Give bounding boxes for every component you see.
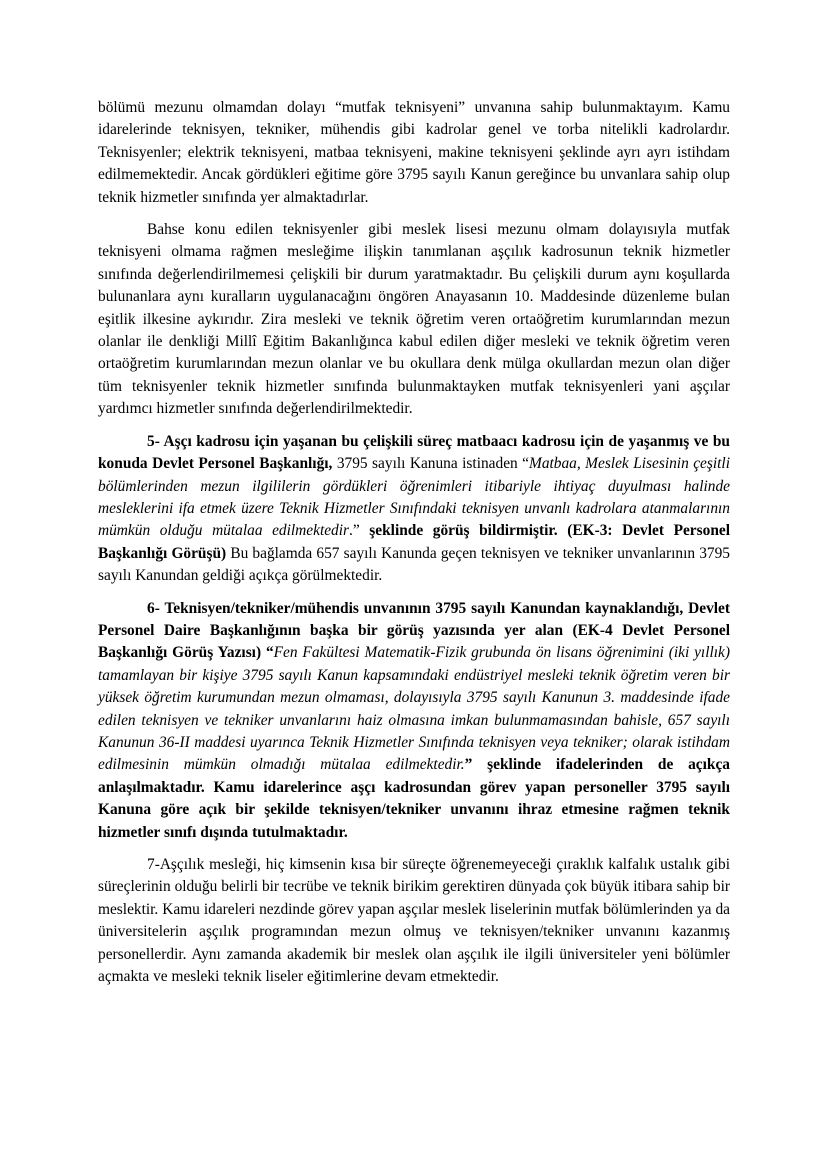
paragraph-1: bölümü mezunu olmamdan dolayı “mutfak teknisyeni” unvanına sahip bulunmaktayım. Kamu idarelerinde teknisyen, tekniker, mühendis gibi kadrolar genel ve torba nitelikli kadrolardır. Teknisyenler; elektrik teknisyeni, matbaa teknisyeni, makine teknisyeni şeklinde ayrı ayrı istihdam edilmemektedir. Ancak gördükleri eğitime göre 3795 sayılı Kanun gereğince bu unvanlara sahip olup teknik hizmetler sınıfında yer almaktadırlar. [98,99,730,206]
paragraph-4-bold-lead: 6- Teknisyen/tekniker/mühendis unvanının 3795 sayılı Kanundan kaynaklandığı, Devlet Personel Daire Başkanlığının başka bir görüş yazısında yer alan (EK-4 Devlet Personel Başkanlığı Görüş Yazısı) “ [98,599,730,662]
paragraph-4-quote: Fen Fakültesi Matematik-Fizik grubunda ön lisans öğrenimini (iki yıllık) tamamlayan bir kişiye 3795 sayılı Kanun kapsamındaki endüstriyel mesleki teknik öğretim veren bir yüksek öğretim kurumundan mezun olmaması, dolayısıyla 3795 sayılı Kanunun 3. maddesinde ifade edilen teknisyen ve tekniker unvanlarını haiz olmasına imkan bulunmamasından bahisle, 657 sayılı Kanunun 36-II maddesi uyarınca Teknik Hizmetler Sınıfında teknisyen veya tekniker; olarak istihdam edilmesinin mümkün olmadığı mütalaa edilmektedir. [98,644,730,774]
paragraph-3-bold-lead: 5- Aşçı kadrosu için yaşanan bu çelişkili süreç matbaacı kadrosu için de yaşanmış ve bu konuda Devlet Personel Başkanlığı, [98,432,730,473]
paragraph-4 [98,598,730,844]
paragraph-4-bold-conclusion: ” şeklinde ifadelerinden de açıkça anlaşılmaktadır. Kamu idarelerince aşçı kadrosundan görev yapan personeller 3795 sayılı Kanuna göre açık bir şekilde teknisyen/tekniker unvanını ihraz etmesine rağmen teknik hizmetler sınıfı dışında tutulmaktadır. [98,756,730,841]
paragraph-5: 7-Aşçılık mesleği, hiç kimsenin kısa bir süreçte öğrenemeyeceği çıraklık kalfalık ustalık gibi süreçlerinin olduğu belirli bir tecrübe ve teknik birikim gerektiren dünyada çok büyük itibara sahip bir meslektir. Kamu idareleri nezdinde görev yapan aşçılar meslek liselerinin mutfak bölümlerinden ya da üniversitelerin aşçılık programından mezun olmuş ve teknisyen/tekniker unvanını kazanmış personellerdir. Aynı zamanda akademik bir meslek olan aşçılık ile ilgili üniversiteler yeni bölümler açmakta ve mesleki teknik liseler eğitimlerine devam etmektedir. [98,856,730,986]
paragraph-3-text: 3795 sayılı Kanuna istinaden “ [332,455,529,473]
paragraph-2: Bahse konu edilen teknisyenler gibi meslek lisesi mezunu olmam dolayısıyla mutfak teknisyeni olmama rağmen mesleğime ilişkin tanımlanan aşçılık kadrosunun teknik hizmetler sınıfında değerlendirilmemesi çelişkili bir durum yaratmaktadır. Bu çelişkili durum aynı koşullarda bulunanlara aynı kuralların uygulanacağını öngören Anayasanın 10. Maddesinde düzenleme bulan eşitlik ilkesine aykırıdır. Zira mesleki ve teknik öğretim veren ortaöğretim kurumlarından mezun olanlar ile denkliği Millî Eğitim Bakanlığınca kabul edilen diğer mesleki ve teknik öğretim veren ortaöğretim kurumlarından mezun olanlar ve bu okullara denk mülga okullardan mezun olan diğer tüm teknisyenler teknik hizmetler sınıfında bulunmaktayken mutfak teknisyenleri yani aşçılar yardımcı hizmetler sınıfında değerlendirilmektedir. [98,221,730,418]
paragraph-3 [98,431,730,588]
paragraph-3-quote-end: .” [349,522,370,540]
paragraph-3-bold-reference: şeklinde görüş bildirmiştir. (EK-3: Devlet Personel Başkanlığı Görüşü) [98,522,730,562]
paragraph-3-conclusion: Bu bağlamda 657 sayılı Kanunda geçen teknisyen ve tekniker unvanlarının 3795 sayılı Kanundan geldiği açıkça görülmektedir. [98,544,730,585]
document-page [98,97,730,998]
paragraph-3-quote: Matbaa, Meslek Lisesinin çeşitli bölümlerinden mezun ilgililerin gördükleri öğrenimleri itibariyle ihtiyaç duyulması halinde mesleklerini ifa etmek üzere Teknik Hizmetler Sınıfındaki teknisyen unvanlı kadrolara atanmalarının mümkün olduğu mütalaa edilmektedir [98,455,730,540]
